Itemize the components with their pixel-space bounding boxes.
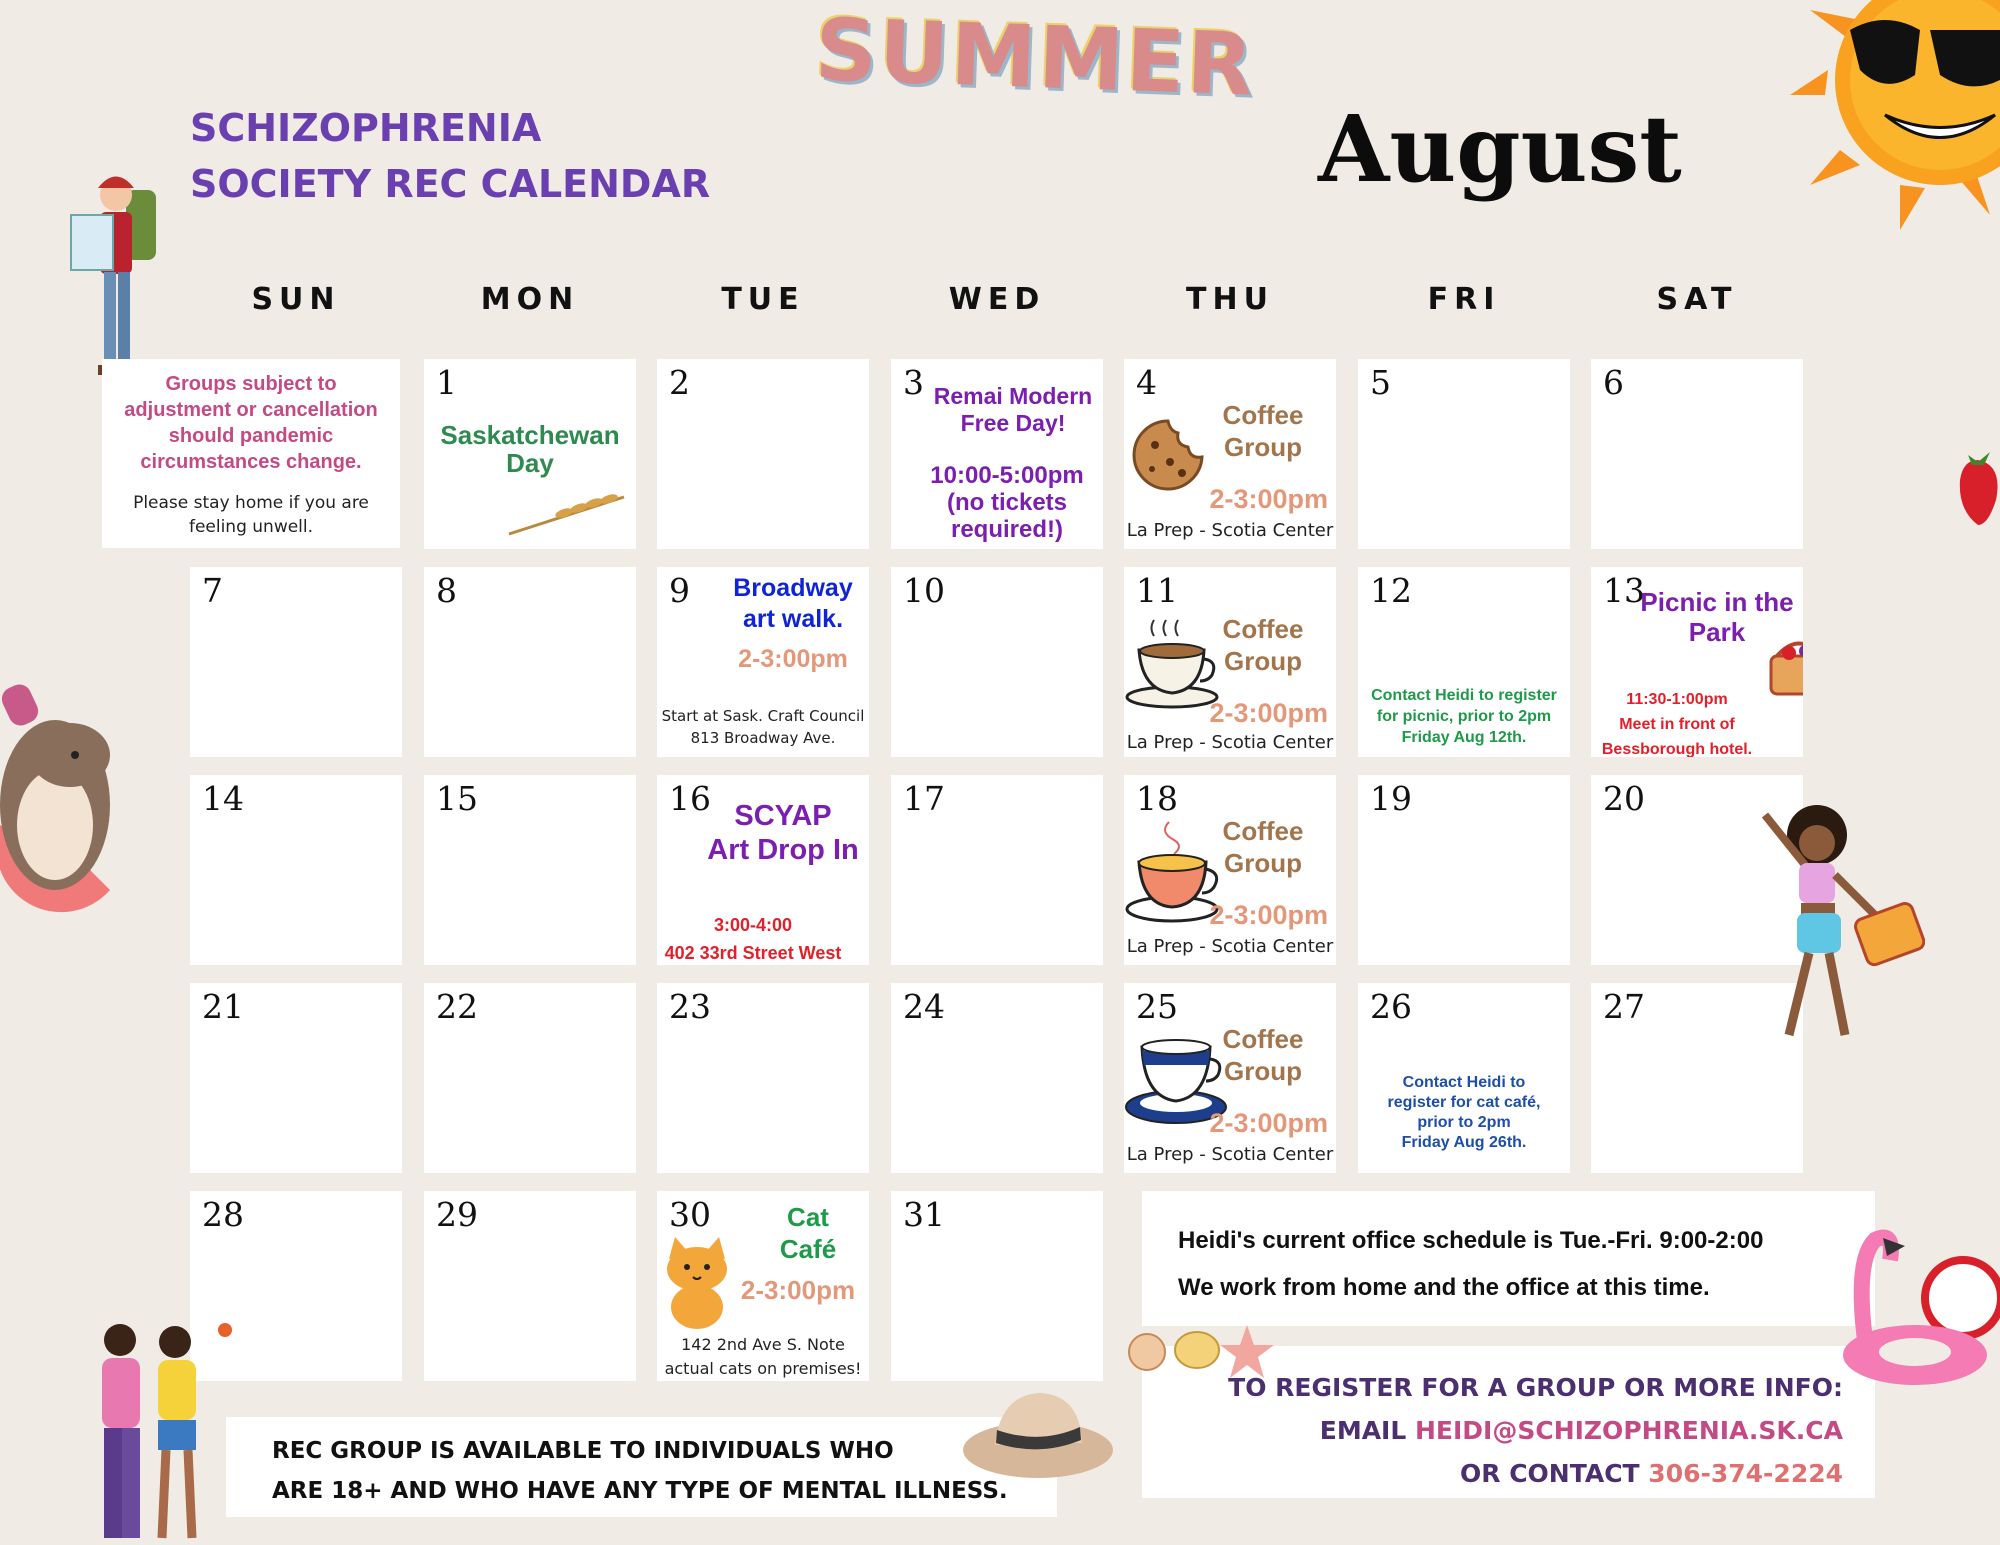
event-note-1: (no tickets: [946, 489, 1068, 516]
event-contact-1: Contact Heidi to: [1402, 1074, 1526, 1091]
office-line-1: Heidi's current office schedule is Tue.-Fri. 9:00-2:00: [1178, 1227, 1764, 1254]
day-number: 29: [436, 1195, 478, 1234]
day-number: 22: [436, 987, 478, 1026]
day-cell-23: [657, 983, 869, 1173]
day-number: 10: [903, 571, 945, 610]
event-title-line-2: Group: [1224, 1056, 1302, 1086]
dow-tue: TUE: [721, 282, 805, 317]
register-contact-label: OR CONTACT: [1460, 1459, 1649, 1488]
event-title-line-1: Remai Modern: [933, 383, 1093, 409]
day-cell-10: [891, 567, 1103, 757]
day-number: 25: [1136, 987, 1178, 1026]
event-title-line-2: Free Day!: [960, 410, 1066, 436]
day-number: 31: [903, 1195, 945, 1234]
day-cell-15: [424, 775, 636, 965]
flamingo-float-icon: [1835, 1220, 2000, 1390]
day-cell-2: [657, 359, 869, 549]
day-cell-24: [891, 983, 1103, 1173]
wheat-icon: [504, 489, 634, 539]
day-cell-21: [190, 983, 402, 1173]
day-cell-4: [1124, 359, 1336, 549]
event-address: 402 33rd Street West: [664, 943, 842, 963]
month-title: August: [1318, 95, 1682, 203]
day-number: 4: [1136, 363, 1157, 402]
register-line-1: TO REGISTER FOR A GROUP OR MORE INFO:: [1228, 1373, 1843, 1402]
event-title-line-1: Saskatchewan: [440, 420, 620, 450]
event-note-2: actual cats on premises!: [664, 1359, 862, 1378]
register-email-label: EMAIL: [1319, 1416, 1415, 1445]
event-time: 11:30-1:00pm: [1626, 691, 1728, 708]
day-cell-1: [424, 359, 636, 549]
day-cell-29: [424, 1191, 636, 1381]
event-title-line-2: Group: [1224, 646, 1302, 676]
event-title-line-1: Broadway: [733, 574, 853, 602]
day-cell-31: [891, 1191, 1103, 1381]
day-cell-9: [657, 567, 869, 757]
event-note-2: 813 Broadway Ave.: [690, 729, 836, 747]
event-contact-2: register for cat café,: [1387, 1094, 1541, 1111]
notice-card: [102, 359, 400, 548]
day-cell-16: [657, 775, 869, 965]
register-email-link[interactable]: HEIDI@SCHIZOPHRENIA.SK.CA: [1415, 1416, 1843, 1445]
day-number: 11: [1136, 571, 1178, 610]
day-number: 27: [1603, 987, 1645, 1026]
event-note-1: 142 2nd Ave S. Note: [681, 1335, 845, 1354]
register-phone-row: [1228, 1452, 1843, 1495]
day-number: 12: [1370, 571, 1412, 610]
office-schedule-box: [1142, 1191, 1875, 1326]
event-contact-1: Contact Heidi to register: [1371, 687, 1557, 704]
event-time: 2-3:00pm: [1209, 698, 1328, 728]
day-number: 18: [1136, 779, 1178, 818]
picnic-basket-icon: [1767, 631, 1803, 697]
day-number: 26: [1370, 987, 1412, 1026]
day-number: 14: [202, 779, 244, 818]
day-number: 23: [669, 987, 711, 1026]
day-number: 28: [202, 1195, 244, 1234]
friends-illustration: [50, 1320, 240, 1545]
dow-thu: THU: [1186, 282, 1274, 317]
event-title-line-2: Café: [779, 1234, 837, 1264]
dow-wed: WED: [948, 282, 1046, 317]
event-time: 10:00-5:00pm: [930, 462, 1084, 489]
day-number: 1: [436, 363, 457, 402]
event-title-line-1: Coffee: [1222, 1024, 1304, 1054]
event-time: 2-3:00pm: [1209, 1108, 1328, 1138]
notice-stay-1: Please stay home if you are: [133, 493, 369, 513]
notice-line-3: should pandemic: [168, 425, 334, 447]
event-contact-4: Friday Aug 26th.: [1401, 1134, 1527, 1151]
event-location: La Prep - Scotia Center: [1126, 936, 1334, 957]
event-note-2: required!): [950, 516, 1063, 543]
day-cell-12: [1358, 567, 1570, 757]
event-title-line-2: Group: [1224, 848, 1302, 878]
hiker-illustration: [66, 160, 166, 390]
event-title-line-1: Coffee: [1222, 400, 1304, 430]
eligibility-line-1: REC GROUP IS AVAILABLE TO INDIVIDUALS WHO: [272, 1438, 894, 1464]
day-cell-19: [1358, 775, 1570, 965]
day-number: 15: [436, 779, 478, 818]
event-location: La Prep - Scotia Center: [1126, 1144, 1334, 1165]
event-contact-3: Friday Aug 12th.: [1401, 729, 1527, 746]
day-cell-30: [657, 1191, 869, 1381]
seashells-icon: [1112, 1320, 1302, 1382]
notice-line-4: circumstances change.: [140, 451, 362, 473]
day-number: 7: [202, 571, 223, 610]
day-number: 21: [202, 987, 244, 1026]
event-note-1: Meet in front of: [1619, 716, 1735, 733]
register-email-row: [1228, 1409, 1843, 1452]
day-cell-3: [891, 359, 1103, 549]
event-title-line-2: art walk.: [742, 605, 844, 633]
day-number: 3: [903, 363, 924, 402]
event-title-line-1: Coffee: [1222, 614, 1304, 644]
day-number: 17: [903, 779, 945, 818]
eligibility-box: [226, 1417, 1057, 1517]
event-time: 3:00-4:00: [713, 915, 793, 935]
event-note-1: Start at Sask. Craft Council: [661, 707, 865, 725]
sun-icon: [1790, 0, 2000, 230]
event-title-line-1: Cat: [787, 1202, 829, 1232]
day-cell-5: [1358, 359, 1570, 549]
day-cell-26: [1358, 983, 1570, 1173]
day-number: 5: [1370, 363, 1391, 402]
notice-line-2: adjustment or cancellation: [124, 399, 378, 421]
page-title: [190, 100, 710, 212]
dow-mon: MON: [480, 282, 580, 317]
event-title-line-2: Group: [1224, 432, 1302, 462]
day-cell-11: [1124, 567, 1336, 757]
event-location: La Prep - Scotia Center: [1126, 520, 1334, 541]
event-location: La Prep - Scotia Center: [1126, 732, 1334, 753]
otter-illustration: [0, 675, 130, 925]
event-contact-2: for picnic, prior to 2pm: [1376, 708, 1552, 725]
cat-icon: [657, 1229, 737, 1329]
cookie-icon: [1130, 417, 1206, 493]
day-number: 9: [669, 571, 690, 610]
summer-banner: SUMMER: [813, 0, 1257, 116]
event-title-line-1: Coffee: [1222, 816, 1304, 846]
event-time: 2-3:00pm: [738, 645, 848, 673]
day-cell-6: [1591, 359, 1803, 549]
event-contact-3: prior to 2pm: [1417, 1114, 1511, 1131]
day-cell-22: [424, 983, 636, 1173]
day-cell-13: [1591, 567, 1803, 757]
day-cell-18: [1124, 775, 1336, 965]
day-number: 19: [1370, 779, 1412, 818]
notice-line-1: Groups subject to: [165, 373, 337, 395]
day-number: 13: [1603, 571, 1645, 610]
register-phone-link[interactable]: 306-374-2224: [1648, 1459, 1843, 1488]
event-title-line-2: Park: [1688, 617, 1746, 647]
strawberry-icon: [1958, 440, 2000, 530]
event-time: 2-3:00pm: [1209, 484, 1328, 514]
day-cell-25: [1124, 983, 1336, 1173]
day-number: 8: [436, 571, 457, 610]
event-title-line-1: SCYAP: [734, 800, 832, 832]
day-number: 16: [669, 779, 711, 818]
title-line-2: SOCIETY REC CALENDAR: [190, 162, 711, 206]
event-note-2: Bessborough hotel.: [1601, 741, 1753, 757]
day-number: 24: [903, 987, 945, 1026]
eligibility-line-2: ARE 18+ AND WHO HAVE ANY TYPE OF MENTAL ILLNESS.: [272, 1478, 1008, 1504]
dow-fri: FRI: [1427, 282, 1501, 317]
day-number: 2: [669, 363, 690, 402]
event-time: 2-3:00pm: [740, 1275, 856, 1305]
event-title-line-2: Day: [506, 448, 554, 478]
day-cell-17: [891, 775, 1103, 965]
dow-sun: SUN: [251, 282, 341, 317]
dow-sat: SAT: [1656, 282, 1738, 317]
day-cell-7: [190, 567, 402, 757]
title-line-1: SCHIZOPHRENIA: [190, 106, 542, 150]
traveler-illustration: [1745, 795, 1925, 1055]
day-cell-8: [424, 567, 636, 757]
office-line-2: We work from home and the office at this time.: [1178, 1274, 1710, 1301]
event-title-line-1: Picnic in the: [1640, 587, 1794, 617]
day-number: 20: [1603, 779, 1645, 818]
event-time: 2-3:00pm: [1209, 900, 1328, 930]
sun-hat-icon: [960, 1385, 1115, 1485]
day-cell-14: [190, 775, 402, 965]
day-number: 6: [1603, 363, 1624, 402]
notice-stay-2: feeling unwell.: [188, 517, 314, 537]
day-number: 30: [669, 1195, 711, 1234]
event-title-line-2: Art Drop In: [707, 834, 859, 866]
